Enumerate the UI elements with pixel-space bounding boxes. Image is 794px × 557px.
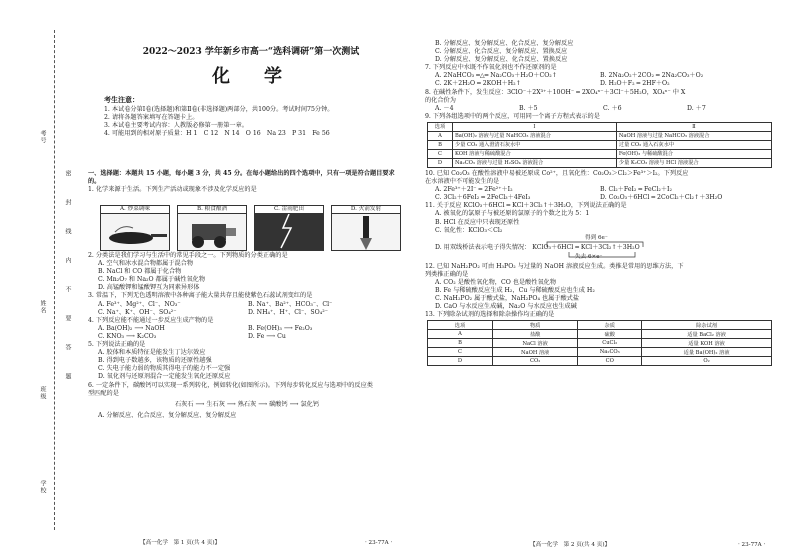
q12-option: C. NaH₂PO₂ 属于酸式盐，NaH₂PO₄ 也属于酸式盐 xyxy=(435,295,580,303)
table-row: B NaCl 溶液 CuCl₂ 适量 KOH 溶液 xyxy=(428,339,772,348)
q2-option: D. 高锰酸钾和锰酸钾互为同素异形体 xyxy=(98,284,200,292)
note-item: 3. 本试卷主要考试内容：人教版必修第一册第一章。 xyxy=(104,122,248,130)
q12-option: B. Fe 与稀硫酸反应生成 H₂，Cu 与稀硫酸反应也生成 H₂ xyxy=(435,286,595,294)
q1-stem: 1. 化学来源于生活。下列生产活动或现象不涉及化学反应的是 xyxy=(88,186,257,194)
q6-stem: 型匹配的是 xyxy=(88,389,119,397)
q7-option: D. H₂O＋F₂ ═ 2HF＋O₂ xyxy=(600,80,670,88)
q8-stem: 的化合价为 xyxy=(425,96,456,104)
q1-image-d xyxy=(331,205,401,251)
xingming-label: 姓名 xyxy=(39,300,46,314)
notes-box xyxy=(104,96,333,138)
q1-image-b xyxy=(177,205,247,251)
rocket-icon xyxy=(332,214,400,250)
q3-option: D. NH₄⁺、H⁺、Cl⁻、SO₄²⁻ xyxy=(248,308,328,316)
section-intro: 一、选择题：本题共 15 小题，每小题 3 分，共 45 分。在每小题给出的四个选项中，只有一项是符合题目要求的。 xyxy=(88,170,395,186)
q5-option: C. 失电子能力弱的物质其得电子的能力不一定强 xyxy=(98,365,231,373)
questions-left xyxy=(88,252,406,420)
q6-stem: 6. 一定条件下，碳酸钙可以实现一系列转化，例如转化(如图所示)。下列每步转化反应与选项中的反应类 xyxy=(88,381,373,389)
q2-option: A. 空气和冰水混合物都属于混合物 xyxy=(98,260,194,268)
q11-option: D. 用双线桥法表示电子得失情况： xyxy=(435,243,531,251)
q8-option: D. ＋7 xyxy=(687,104,706,112)
q1-image-c xyxy=(254,205,324,251)
q10-stem: 10. 已知 Co₂O₃ 在酸性溶液中易被还原成 Co²⁺，且氧化性：Co₂O₃＞Cl₂＞Fe³⁺＞I₂。下列反应 xyxy=(425,169,689,177)
q8-option: C. ＋6 xyxy=(603,104,622,112)
q12-option: D. CaO 与水反应生成碱，Na₂O 与水反应也生成碱 xyxy=(435,303,577,311)
q10-stem: 在水溶液中不可能发生的是 xyxy=(425,178,500,186)
q11-option: A. 被氧化的氯原子与被还原的氯原子的个数之比为 5：1 xyxy=(435,210,590,218)
kaohao-label: 考号 xyxy=(39,130,46,144)
gain-electrons-label: 得到 6e⁻ xyxy=(585,234,608,241)
table-row: D Na₂CO₃ 溶液与过量 H₂SO₄ 溶液混合 少量 K₂CO₃ 溶液与 HCl 溶液混合 xyxy=(428,158,772,167)
cooking-pan-icon xyxy=(101,214,169,250)
q6-chain: 石灰石 ⟶ 生石灰 ⟶ 熟石灰 ⟶ 碳酸钙 ⟶ 氯化钙 xyxy=(174,400,320,408)
subject-title: 化 学 xyxy=(212,66,290,87)
q9-table xyxy=(427,122,772,168)
q2-option: C. Mn₂O₇ 和 Na₂O 都属于碱性氧化物 xyxy=(98,276,206,284)
q9-stem: 9. 下列各组选项中的两个反应，可用同一个离子方程式表示的是 xyxy=(425,112,600,120)
table-row: A 盐酸 硫酸 适量 BaCl₂ 溶液 xyxy=(428,330,772,339)
q1-caption: A. 炒菜调味 xyxy=(101,206,169,214)
note-item: 1. 本试卷分第Ⅰ卷(选择题)和第Ⅱ卷(非选择题)两部分，共100分。考试时间75分钟。 xyxy=(104,106,334,114)
q3-option: B. Na⁺、Ba²⁺、HCO₃⁻、Cl⁻ xyxy=(248,300,333,308)
q5-option: D. 氧化剂与还原剂混合一定能发生氧化还原反应 xyxy=(98,373,231,381)
q6-option: C. 分解反应、化合反应、复分解反应、置换反应 xyxy=(435,48,568,56)
exam-title: 2022～2023 学年新乡市高一“选科调研”第一次测试 xyxy=(142,47,360,57)
footer-right-page: 【高一化学 第 2 页(共 4 页)】 xyxy=(530,542,611,548)
q5-option: B. 得到电子数越多，该物质的还原性越强 xyxy=(98,357,212,365)
q7-option: A. 2NaHCO₃ ═△═ Na₂CO₃＋H₂O＋CO₂↑ xyxy=(435,72,557,80)
q7-option: B. 2Na₂O₂＋2CO₂ ═ 2Na₂CO₃＋O₂ xyxy=(600,72,704,80)
q3-option: A. Fe³⁺、Mg²⁺、Cl⁻、NO₃⁻ xyxy=(98,300,181,308)
q2-option: B. NaCl 和 CO 都属于化合物 xyxy=(98,268,182,276)
q6-option: B. 分解反应、复分解反应、化合反应、复分解反应 xyxy=(435,40,574,47)
questions-right xyxy=(425,40,775,366)
q8-stem: 8. 在碱性条件下，发生反应：3ClO⁻＋2X³⁺＋10OH⁻ ═ 2XO₄ⁿ⁻＋3Cl⁻＋5H₂O，XO₄ⁿ⁻ 中 X xyxy=(425,88,686,96)
banji-label: 班级 xyxy=(39,386,46,400)
q11-equation: KClO₃＋6HCl ═ KCl＋3Cl₂↑＋3H₂O xyxy=(532,243,640,251)
q4-option: D. Fe ⟶ Cu xyxy=(248,332,286,340)
lightning-icon xyxy=(255,214,323,250)
section1 xyxy=(88,170,406,194)
footer-code: · 23-77A · xyxy=(738,542,766,548)
q2-stem: 2. 分类法是我们学习与生活中的常见手段之一。下列物质的分类正确的是 xyxy=(88,252,288,259)
q13-table xyxy=(427,320,772,366)
table-header: 选项 Ⅰ Ⅱ xyxy=(428,122,772,131)
q1-image-a xyxy=(100,205,170,251)
q1-caption: C. 雷雨肥田 xyxy=(255,206,323,214)
q4-option: B. Fe(OH)₃ ⟶ Fe₂O₃ xyxy=(248,324,313,332)
q6-option: A. 分解反应、化合反应、复分解反应、复分解反应 xyxy=(98,411,237,419)
q5-stem: 5. 下列说法正确的是 xyxy=(88,341,146,349)
footer-code: · 23-77A · xyxy=(365,540,393,546)
lose-electrons-label: 失去 6×e⁻ xyxy=(575,253,603,260)
q1-images xyxy=(100,205,400,249)
q4-option: C. KNO₃ ⟶ K₂CO₃ xyxy=(98,332,157,340)
table-row: A Ba(OH)₂ 溶液与过量 NaHCO₃ 溶液混合 NaOH 溶液与过量 NaHCO₃ 溶液混合 xyxy=(428,131,772,140)
q11-option: C. 氧化性：KClO₃＜Cl₂ xyxy=(435,226,503,234)
q6-option: D. 分解反应、复分解反应、化合反应、置换反应 xyxy=(435,56,568,64)
xuexiao-label: 学校 xyxy=(39,480,46,494)
q1-caption: D. 火箭发射 xyxy=(332,206,400,214)
q11-stem: 11. 关于反应 KClO₃＋6HCl ═ KCl＋3Cl₂↑＋3H₂O，下列说法正确的是 xyxy=(425,202,627,210)
q4-option: A. Ba(OH)₂ ⟶ NaOH xyxy=(98,324,165,332)
note-item: 2. 请将各题答案填写在答题卡上。 xyxy=(104,114,199,122)
q12-stem: 12. 已知 NaH₂PO₂ 可由 H₃PO₂ 与过量的 NaOH 溶液反应生成。类推是常用的思维方法，下 xyxy=(425,262,684,270)
seal-dashed-line xyxy=(54,30,55,530)
q13-stem: 13. 下列除杂试剂的选择和除杂操作均正确的是 xyxy=(425,311,555,319)
table-row: D CO₂ CO O₂ xyxy=(428,357,772,366)
q7-option: C. 2K＋2H₂O ═ 2KOH＋H₂↑ xyxy=(435,80,521,88)
q12-option: A. CO₂ 是酸性氧化物，CO 也是酸性氧化物 xyxy=(435,278,557,286)
table-row: C NaOH 溶液 Na₂CO₃ 适量 Ba(OH)₂ 溶液 xyxy=(428,348,772,357)
q10-option: C. 3Cl₂＋6FeI₂ ═ 2FeCl₃＋4FeI₃ xyxy=(435,194,531,202)
q11-option-d xyxy=(425,235,775,261)
seal-line-text: 密 封 线 内 不 要 答 题 xyxy=(64,170,71,380)
q3-stem: 3. 常温下，下列无色透明溶液中各种离子能大量共存且能使紫色石蕊试剂变红的是 xyxy=(88,292,313,300)
footer-left-page: 【高一化学 第 1 页(共 4 页)】 xyxy=(140,540,221,546)
q11-option: B. HCl 在反应中只表现还原性 xyxy=(435,218,520,226)
table-row: B 少量 CO₂ 通入澄清石灰水中 过量 CO₂ 通入石灰水中 xyxy=(428,140,772,149)
q8-option: B. ＋5 xyxy=(519,104,538,112)
notes-heading: 考生注意： xyxy=(104,95,139,104)
q8-option: A. －4 xyxy=(435,104,454,112)
q10-option: B. Cl₂＋FeI₂ ═ FeCl₂＋I₂ xyxy=(600,186,672,194)
q7-stem: 7. 下列反应中水既不作氧化剂也不作还原剂的是 xyxy=(425,64,557,72)
q10-option: D. Co₂O₃＋6HCl ═ 2CoCl₂＋Cl₂↑＋3H₂O xyxy=(600,194,723,202)
harvester-icon xyxy=(178,214,246,250)
table-header: 选项 物质 杂质 除杂试剂 xyxy=(428,321,772,330)
q3-option: C. Na⁺、K⁺、OH⁻、SO₄²⁻ xyxy=(98,308,177,316)
q5-option: A. 胶体和本质特征是能发生丁达尔效应 xyxy=(98,349,206,357)
q10-option: A. 2Fe³⁺＋2I⁻ ═ 2Fe²⁺＋I₂ xyxy=(435,186,513,194)
q1-caption: B. 粮食酿酒 xyxy=(178,206,246,214)
q12-stem: 列类推正确的是 xyxy=(425,270,469,278)
table-row: C KOH 溶液与稀硫酸混合 Fe(OH)₃ 与稀硫酸混合 xyxy=(428,149,772,158)
q4-stem: 4. 下列反应能不能通过一步反应生成产物的是 xyxy=(88,316,214,324)
note-item: 4. 可能用到的相对原子质量：H 1 C 12 N 14 O 16 Na 23 P 31 Fe 56 xyxy=(104,130,330,138)
